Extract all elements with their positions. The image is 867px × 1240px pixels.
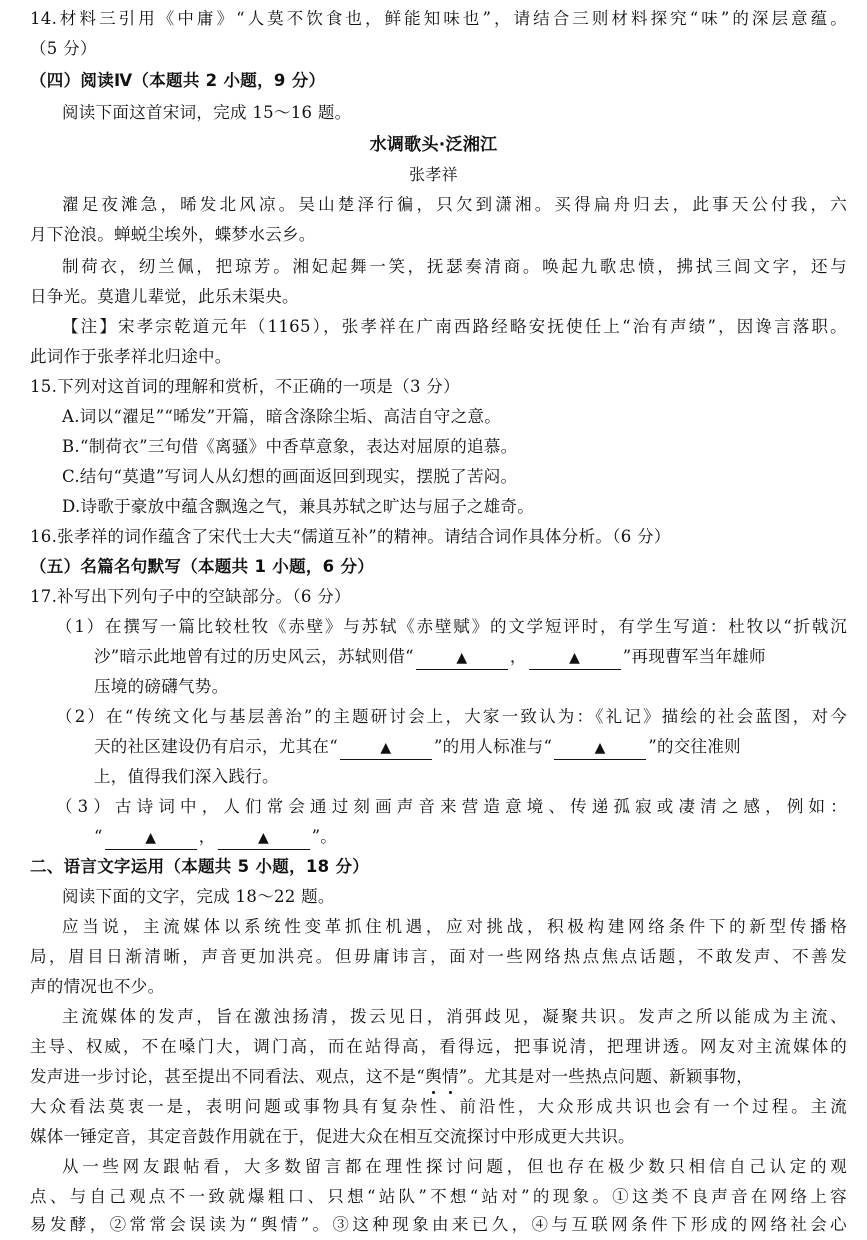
q17-2-text-after: ”的交往准则 — [648, 737, 741, 756]
section-4-heading: （四）阅读Ⅳ（本题共 2 小题，9 分） — [30, 71, 326, 90]
passage-p2-line-3-end: ”。尤其是对一些热点问题、新颖事物， — [458, 1067, 754, 1086]
passage-p2-line-3 — [30, 1062, 847, 1092]
question-17-1-line-1: （1）在撰写一篇比较杜牧《赤壁》与苏轼《赤壁赋》的文学短评时，有学生写道：杜牧以“折戟沉 — [56, 617, 847, 636]
question-14-score: （5 分） — [30, 39, 97, 58]
passage-p3-line-2: 点、与自己观点不一致就爆粗口、只想“站队”不想“站对”的现象。①这类不良声音在网络上容 — [30, 1187, 847, 1206]
answer-blank-4[interactable] — [554, 736, 646, 760]
question-17-3-line-1: （3）古诗词中，人们常会通过刻画声音来营造意境、传递孤寂或凄清之感，例如： — [56, 797, 847, 816]
answer-blank-5[interactable] — [105, 826, 197, 850]
passage-p2-line-5: 媒体一锤定音，其定音鼓作用就在于，促进大众在相互交流探讨中形成更大共识。 — [30, 1127, 635, 1146]
poem-stanza-1-line-2: 月下沧浪。蝉蜕尘埃外，蝶梦水云乡。 — [30, 225, 316, 244]
q17-3-text-before: “ — [94, 827, 103, 846]
question-17-stem: 17.补写出下列句子中的空缺部分。（6 分） — [30, 587, 351, 606]
answer-blank-6[interactable] — [218, 826, 310, 850]
section-language-intro: 阅读下面的文字，完成 18～22 题。 — [62, 887, 335, 906]
question-15-option-c: C.结句“莫遣”写词人从幻想的画面返回到现实，摆脱了苦闷。 — [62, 467, 518, 486]
passage-p3-line-1: 从一些网友跟帖看，大多数留言都在理性探讨问题，但也存在极少数只相信自己认定的观 — [62, 1157, 847, 1176]
q17-3-text-middle: ， — [198, 827, 216, 846]
poem-stanza-2-line-2: 日争光。莫遣儿辈觉，此乐未渠央。 — [30, 287, 299, 306]
passage-p1-line-1: 应当说，主流媒体以系统性变革抓住机遇，应对挑战，积极构建网络条件下的新型传播格 — [62, 917, 847, 936]
question-15-option-b: B.“制荷衣”三句借《离骚》中香草意象，表达对屈原的追慕。 — [62, 437, 518, 456]
passage-p3-line-3: 易发酵，②常常会误读为“舆情”。③这种现象由来已久，④与互联网条件下形成的网络社会心 — [30, 1215, 847, 1234]
q17-3-text-after: ”。 — [311, 827, 338, 846]
poem-note-line-2: 此词作于张孝祥北归途中。 — [30, 347, 232, 366]
answer-blank-3[interactable] — [340, 736, 432, 760]
question-15-stem: 15.下列对这首词的理解和赏析，不正确的一项是（3 分） — [30, 377, 460, 396]
q17-2-text-middle: ”的用人标准与“ — [433, 737, 553, 756]
question-17-1-line-3: 压境的磅礴气势。 — [94, 677, 229, 696]
emphasis-char-2: 情 — [442, 1062, 459, 1092]
triangle-icon: ▲ — [456, 650, 468, 666]
q17-1-text-after: ”再现曹军当年雄师 — [622, 647, 766, 666]
passage-p2-line-4: 大众看法莫衷一是，表明问题或事物具有复杂性、前沿性，大众形成共识也会有一个过程。主流 — [30, 1097, 847, 1116]
triangle-icon: ▲ — [569, 650, 581, 666]
poem-title: 水调歌头·泛湘江 — [369, 135, 498, 155]
triangle-icon: ▲ — [258, 830, 270, 846]
poem-author: 张孝祥 — [409, 165, 458, 184]
poem-note-line-1: 【注】宋孝宗乾道元年（1165），张孝祥在广南西路经略安抚使任上“治有声绩”，因谗言落职。 — [62, 317, 847, 336]
triangle-icon: ▲ — [145, 830, 157, 846]
answer-blank-1[interactable] — [416, 646, 508, 670]
question-17-1-line-2 — [94, 642, 847, 672]
question-15-option-a: A.词以“濯足”“晞发”开篇，暗含涤除尘垢、高洁自守之意。 — [62, 407, 502, 426]
q17-1-text-middle: ， — [509, 647, 527, 666]
poem-stanza-2-line-1: 制荷衣，纫兰佩，把琼芳。湘妃起舞一笑，抚瑟奏清商。唤起九歌忠愤，拂拭三闾文字，还与 — [62, 257, 847, 276]
q17-2-text-before: 天的社区建设仍有启示，尤其在“ — [94, 737, 338, 756]
answer-blank-2[interactable] — [529, 646, 621, 670]
question-17-2-line-1: （2）在“传统文化与基层善治”的主题研讨会上，大家一致认为：《礼记》描绘的社会蓝图，对今 — [56, 707, 847, 726]
triangle-icon: ▲ — [594, 740, 606, 756]
section-language-heading: 二、语言文字运用（本题共 5 小题，18 分） — [30, 857, 370, 876]
question-15-option-d: D.诗歌于豪放中蕴含飘逸之气，兼具苏轼之旷达与屈子之雄奇。 — [62, 497, 535, 516]
passage-p2-line-1: 主流媒体的发声，旨在激浊扬清，拨云见日，消弭歧见，凝聚共识。发声之所以能成为主流、 — [62, 1007, 847, 1026]
passage-p1-line-2: 局，眉目日渐清晰，声音更加洪亮。但毋庸讳言，面对一些网络热点焦点话题，不敢发声、不善发 — [30, 947, 847, 966]
emphasis-char-1: 舆 — [425, 1062, 442, 1092]
question-14-text: 14.材料三引用《中庸》“人莫不饮食也，鲜能知味也”，请结合三则材料探究“味”的深层意蕴。 — [30, 9, 847, 28]
passage-p2-line-3-start: 发声进一步讨论，甚至提出不同看法、观点，这不是“ — [30, 1067, 426, 1086]
passage-p1-line-3: 声的情况也不少。 — [30, 977, 165, 996]
triangle-icon: ▲ — [380, 740, 392, 756]
question-17-3-line-2 — [94, 822, 847, 852]
section-5-heading: （五）名篇名句默写（本题共 1 小题，6 分） — [30, 557, 375, 576]
q17-1-text-before: 沙”暗示此地曾有过的历史风云，苏轼则借“ — [94, 647, 414, 666]
question-16-text: 16.张孝祥的词作蕴含了宋代士大夫“儒道互补”的精神。请结合词作具体分析。（6 分） — [30, 527, 671, 546]
passage-p2-line-2: 主导、权威，不在嗓门大，调门高，而在站得高，看得远，把事说清，把理讲透。网友对主流媒体的 — [30, 1037, 847, 1056]
question-17-2-line-3: 上，值得我们深入践行。 — [94, 767, 279, 786]
section-4-intro: 阅读下面这首宋词，完成 15～16 题。 — [62, 103, 352, 122]
question-17-2-line-2 — [94, 732, 847, 762]
poem-stanza-1-line-1: 濯足夜滩急，晞发北风凉。吴山楚泽行徧，只欠到潇湘。买得扁舟归去，此事天公付我，六 — [62, 195, 847, 214]
